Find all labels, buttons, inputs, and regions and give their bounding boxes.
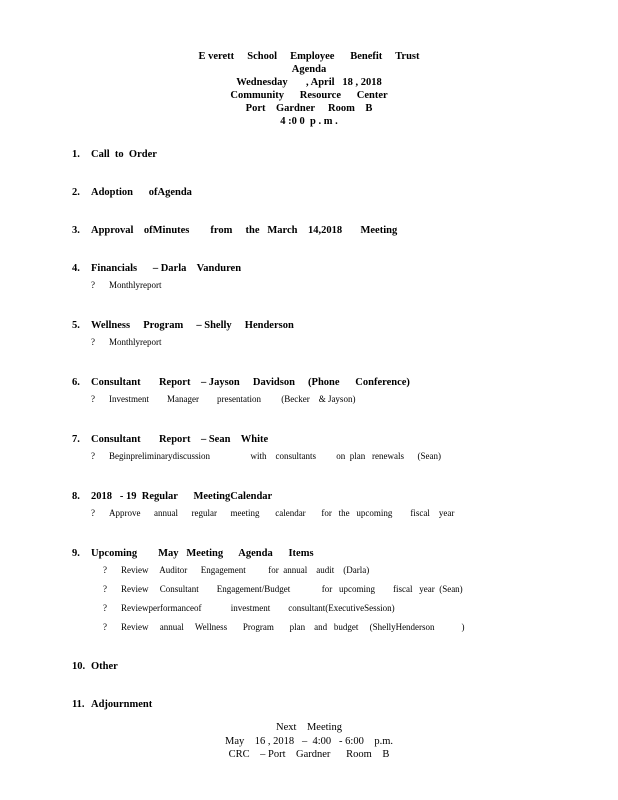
sub-item-text: Beginpreliminarydiscussion with consultants on plan renewals (Sean) bbox=[109, 451, 441, 461]
item-number: 1. bbox=[72, 149, 80, 160]
sub-item bbox=[72, 561, 572, 580]
sub-item-text: Reviewperformanceof investment consultant(ExecutiveSession) bbox=[121, 603, 395, 613]
item-number: 8. bbox=[72, 491, 80, 502]
sub-item bbox=[72, 447, 572, 466]
agenda-item bbox=[72, 376, 572, 433]
item-number: 2. bbox=[72, 187, 80, 198]
item-number: 9. bbox=[72, 548, 80, 559]
agenda-item bbox=[72, 148, 572, 186]
sub-item bbox=[72, 390, 572, 409]
sub-item-text: Review Consultant Engagement/Budget for upcoming fiscal year (Sean) bbox=[121, 584, 463, 594]
sub-item bbox=[72, 276, 572, 295]
sub-item-text: Approve annual regular meeting calendar for the upcoming fiscal year bbox=[109, 508, 455, 518]
agenda-item bbox=[72, 698, 572, 718]
item-title: Adoption ofAgenda bbox=[91, 187, 192, 198]
item-number: 6. bbox=[72, 377, 80, 388]
agenda-item bbox=[72, 433, 572, 490]
sub-item-text: Monthlyreport bbox=[109, 280, 162, 290]
bullet-icon: ? bbox=[91, 280, 95, 290]
meeting-venue: Community Resource Center bbox=[230, 90, 388, 101]
item-title: Call to Order bbox=[91, 149, 157, 160]
next-meeting-label: Next Meeting bbox=[276, 722, 342, 733]
agenda-item bbox=[72, 186, 572, 224]
item-title: Consultant Report – Sean White bbox=[91, 434, 269, 445]
item-title: Approval ofMinutes from the March 14,2018 Meeting bbox=[91, 225, 398, 236]
item-title: Consultant Report – Jayson Davidson (Phone Conference) bbox=[91, 377, 410, 388]
bullet-icon: ? bbox=[103, 565, 107, 575]
item-title: 2018 - 19 Regular MeetingCalendar bbox=[91, 491, 273, 502]
sub-item-text: Monthlyreport bbox=[109, 337, 162, 347]
sub-item bbox=[72, 504, 572, 523]
item-title: Other bbox=[91, 661, 118, 672]
bullet-icon: ? bbox=[103, 603, 107, 613]
agenda-header bbox=[0, 50, 618, 128]
agenda-item bbox=[72, 319, 572, 376]
meeting-time: 4 :0 0 p . m . bbox=[280, 116, 338, 127]
sub-item bbox=[72, 599, 572, 618]
meeting-room: Port Gardner Room B bbox=[245, 103, 373, 114]
next-meeting-location: CRC – Port Gardner Room B bbox=[228, 749, 390, 760]
agenda-item bbox=[72, 262, 572, 319]
sub-item bbox=[72, 618, 572, 637]
bullet-icon: ? bbox=[91, 337, 95, 347]
item-number: 11. bbox=[72, 699, 85, 710]
item-title: Wellness Program – Shelly Henderson bbox=[91, 320, 294, 331]
sub-item bbox=[72, 580, 572, 599]
sub-item bbox=[72, 333, 572, 352]
bullet-icon: ? bbox=[103, 622, 107, 632]
next-meeting-footer bbox=[0, 721, 618, 762]
bullet-icon: ? bbox=[91, 508, 95, 518]
organization-title: E verett School Employee Benefit Trust bbox=[198, 51, 420, 62]
item-title: Financials – Darla Vanduren bbox=[91, 263, 242, 274]
sub-item-text: Review annual Wellness Program plan and budget (ShellyHenderson ) bbox=[121, 622, 465, 632]
agenda-item bbox=[72, 660, 572, 698]
item-number: 3. bbox=[72, 225, 80, 236]
sub-item-text: Investment Manager presentation (Becker & Jayson) bbox=[109, 394, 356, 404]
bullet-icon: ? bbox=[103, 584, 107, 594]
next-meeting-date: May 16 , 2018 – 4:00 - 6:00 p.m. bbox=[225, 735, 393, 747]
item-number: 10. bbox=[72, 661, 86, 672]
agenda-item bbox=[72, 224, 572, 262]
agenda-item bbox=[72, 547, 572, 660]
item-title: Upcoming May Meeting Agenda Items bbox=[91, 548, 314, 559]
meeting-date: Wednesday , April 18 , 2018 bbox=[236, 77, 382, 88]
sub-item-text: Review Auditor Engagement for annual audit (Darla) bbox=[121, 565, 370, 575]
agenda-items bbox=[72, 148, 572, 718]
item-number: 7. bbox=[72, 434, 80, 445]
item-title: Adjournment bbox=[91, 699, 153, 710]
bullet-icon: ? bbox=[91, 451, 95, 461]
document-type: Agenda bbox=[291, 64, 327, 75]
item-number: 4. bbox=[72, 263, 80, 274]
bullet-icon: ? bbox=[91, 394, 95, 404]
item-number: 5. bbox=[72, 320, 80, 331]
agenda-item bbox=[72, 490, 572, 547]
